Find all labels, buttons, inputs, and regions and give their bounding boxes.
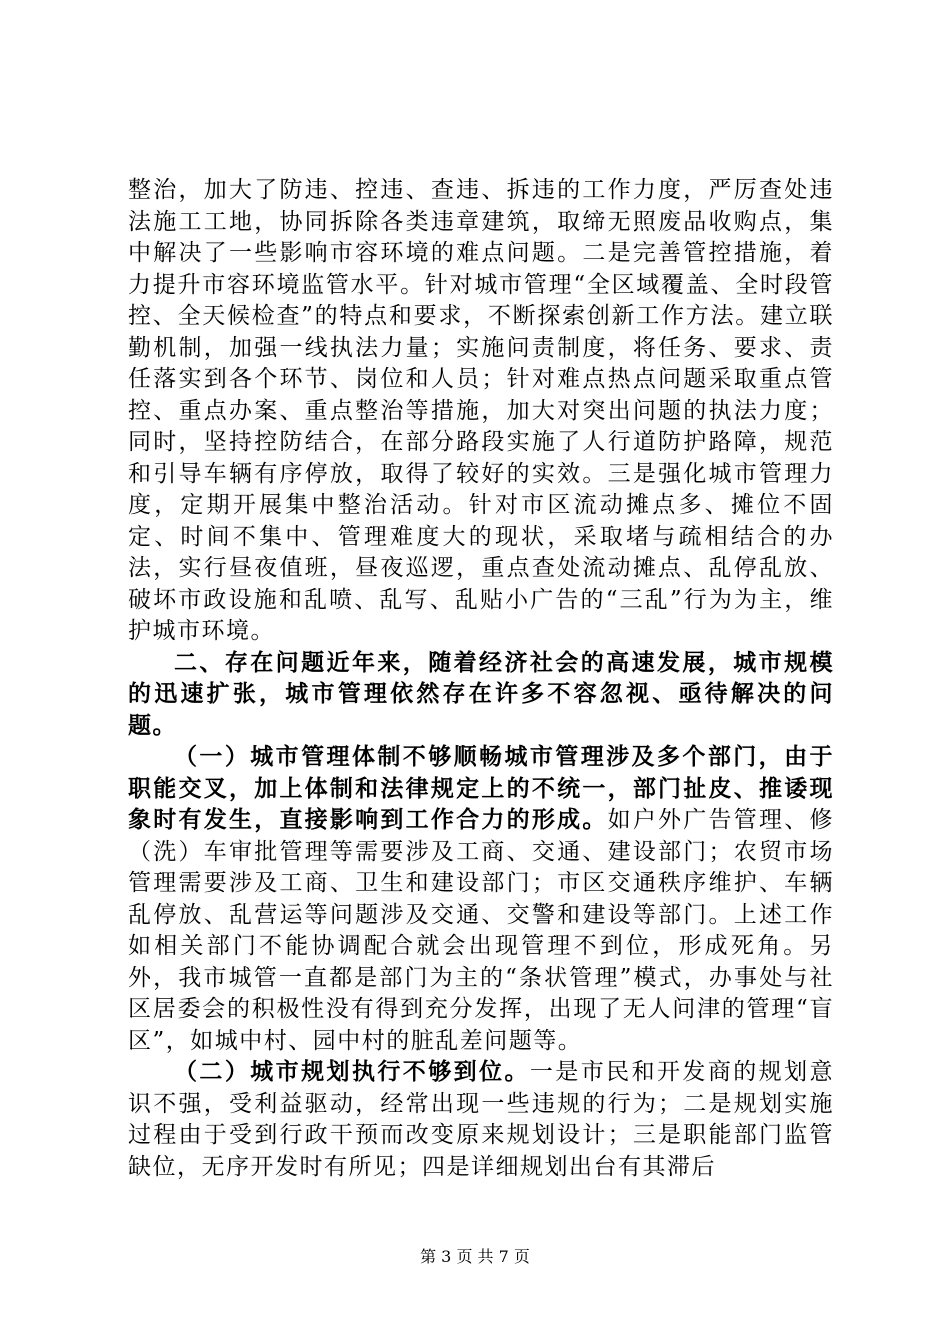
- document-body: [128, 175, 834, 1183]
- paragraph-text: 如户外广告管理、修（洗）车审批管理等需要涉及工商、交通、建设部门；农贸市场管理需要涉及工商、卫生和建设部门；市区交通秩序维护、车辆乱停放、乱营运等问题涉及交通、交警和建设等部门。上述工作如相关部门不能协调配合就会出现管理不到位，形成死角。另外，我市城管一直都是部门为主的“条状管理”模式，办事处与社区居委会的积极性没有得到充分发挥，出现了无人问津的管理“盲区”，如城中村、园中村的脏乱差问题等。: [128, 807, 835, 1054]
- subsection-heading-text: （一）城市管理体制不够顺畅城市管理涉及多个部门，由于职能交叉，加上体制和法律规定上的不统一，部门扯皮、推诿现象时有发生，直接影响到工作合力的形成。: [128, 744, 834, 833]
- subsection-heading-text: （二）城市规划执行不够到位。: [174, 1059, 530, 1085]
- paragraph-planning: [128, 1057, 834, 1183]
- paragraph-text: 整治，加大了防违、控违、查违、拆违的工作力度，严厉查处违法施工工地，协同拆除各类违章建筑，取缔无照废品收购点，集中解决了一些影响市容环境的难点问题。二是完善管控措施，着力提升市容环境监管水平。针对城市管理“全区域覆盖、全时段管控、全天候检查”的特点和要求，不断探索创新工作方法。建立联勤机制，加强一线执法力量；实施问责制度，将任务、要求、责任落实到各个环节、岗位和人员；针对难点热点问题采取重点管控、重点办案、重点整治等措施，加大对突出问题的执法力度；同时，坚持控防结合，在部分路段实施了人行道防护路障，规范和引导车辆有序停放，取得了较好的实效。三是强化城市管理力度，定期开展集中整治活动。针对市区流动摊点多、摊位不固定、时间不集中、管理难度大的现状，采取堵与疏相结合的办法，实行昼夜值班，昼夜巡逻，重点查处流动摊点、乱停乱放、破坏市政设施和乱喷、乱写、乱贴小广告的“三乱”行为为主，维护城市环境。: [128, 177, 834, 644]
- paragraph-management-system: [128, 742, 834, 1057]
- section-heading-text: 二、存在问题近年来，随着经济社会的高速发展，城市规模的迅速扩张，城市管理依然存在许多不容忽视、亟待解决的问题。: [128, 649, 834, 739]
- paragraph-continuation: [128, 175, 834, 648]
- section-heading-problems: [128, 648, 834, 743]
- paragraph-text: 一是市民和开发商的规划意识不强，受利益驱动，经常出现一些违规的行为；二是规划实施过程由于受到行政干预而改变原来规划设计；三是职能部门监管缺位，无序开发时有所见；四是详细规划出台有其滞后: [128, 1059, 835, 1180]
- page-number-footer: 第 3 页 共 7 页: [420, 1247, 530, 1266]
